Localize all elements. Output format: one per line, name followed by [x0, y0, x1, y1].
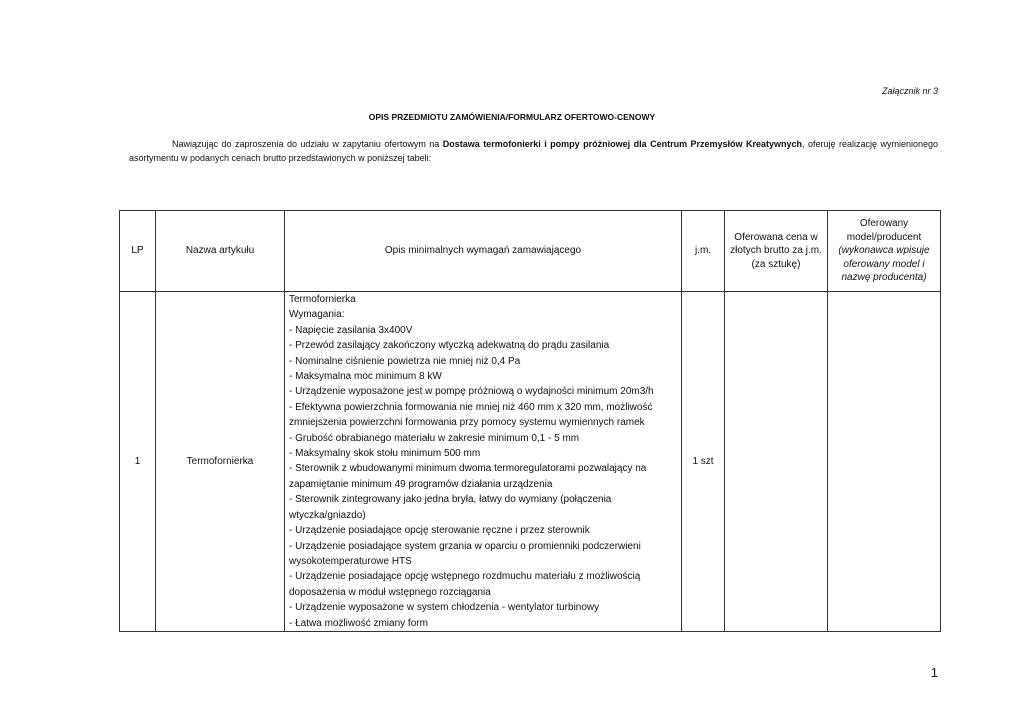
- description-line: - Urządzenie posiadające system grzania w oparciu o promienniki podczerwieni: [289, 540, 641, 552]
- description-line: - Przewód zasilający zakończony wtyczką adekwatną do prądu zasilania: [289, 340, 610, 352]
- description-line: - Nominalne ciśnienie powietrza nie mniej niż 0,4 Pa: [289, 355, 521, 367]
- offer-table: [119, 210, 941, 632]
- attachment-label: Załącznik nr 3: [881, 86, 938, 96]
- description-line: wysokotemperaturowe HTS: [289, 555, 412, 567]
- description-line: - Urządzenie posiadające opcję wstępnego rozdmuchu materiału z możliwością: [289, 571, 641, 583]
- cell-name: Termofornierka: [156, 292, 285, 632]
- header-price: Oferowana cena w złotych brutto za j.m. (za sztukę): [725, 211, 828, 292]
- description-line: - Sterownik z wbudowanymi minimum dwoma termoregulatorami pozwalający na: [289, 463, 647, 475]
- intro-text-before: Nawiązując do zaproszenia do udziału w zapytaniu ofertowym na: [172, 139, 443, 149]
- intro-paragraph: [129, 137, 938, 165]
- intro-text-after: , oferuję realizację wymienionego asortymentu w podanych cenach brutto przedstawionych w poniższej tabeli:: [129, 139, 938, 163]
- description-line: - Maksymalny skok stołu minimum 500 mm: [289, 448, 481, 460]
- description-line: - Łatwa możliwość zmiany form: [289, 617, 428, 629]
- description-line: zmniejszenia powierzchni formowania przy pomocy systemu wymiennych ramek: [289, 417, 645, 429]
- description-line: - Urządzenie wyposażone w system chłodzenia - wentylator turbinowy: [289, 602, 600, 614]
- document-title: OPIS PRZEDMIOTU ZAMÓWIENIA/FORMULARZ OFERTOWO-CENOWY: [368, 112, 656, 122]
- description-line: - Efektywna powierzchnia formowania nie mniej niż 460 mm x 320 mm, możliwość: [289, 401, 653, 413]
- table-header-row: [120, 211, 941, 292]
- description-line: - Grubość obrabianego materiału w zakresie minimum 0,1 - 5 mm: [289, 432, 580, 444]
- header-model-label: Oferowany model/producent: [846, 218, 922, 243]
- header-description: Opis minimalnych wymagań zamawiającego: [285, 211, 682, 292]
- cell-price-input[interactable]: [725, 292, 828, 632]
- page-number: 1: [930, 665, 938, 680]
- description-line: - Urządzenie posiadające opcję sterowanie ręczne i przez sterownik: [289, 525, 590, 537]
- description-line: zapamiętanie minimum 49 programów działania urządzenia: [289, 478, 553, 490]
- header-name: Nazwa artykułu: [156, 211, 285, 292]
- description-line: Wymagania:: [289, 309, 345, 321]
- header-unit: j.m.: [682, 211, 725, 292]
- header-model-note: (wykonawca wpisuje oferowany model i nazwę producenta): [838, 245, 930, 284]
- description-line: Termofornierka: [289, 294, 356, 305]
- cell-lp: 1: [120, 292, 156, 632]
- cell-unit: 1 szt: [682, 292, 725, 632]
- description-line: - Napięcie zasilania 3x400V: [289, 324, 413, 336]
- description-line: - Maksymalna moc minimum 8 kW: [289, 371, 442, 383]
- table-row: [120, 292, 941, 632]
- description-line: doposażenia w moduł wstępnego rozciągania: [289, 586, 491, 598]
- description-line: - Sterownik zintegrowany jako jedna bryła, łatwy do wymiany (połączenia: [289, 494, 612, 506]
- cell-description: [285, 292, 682, 632]
- header-lp: LP: [120, 211, 156, 292]
- cell-model-input[interactable]: [828, 292, 941, 632]
- intro-bold-subject: Dostawa termofonierki i pompy próżniowej dla Centrum Przemysłów Kreatywnych: [442, 139, 803, 149]
- header-model: [828, 211, 941, 292]
- description-line: - Urządzenie wyposażone jest w pompę próżniową o wydajności minimum 20m3/h: [289, 386, 654, 398]
- description-line: wtyczka/gniazdo): [289, 509, 366, 521]
